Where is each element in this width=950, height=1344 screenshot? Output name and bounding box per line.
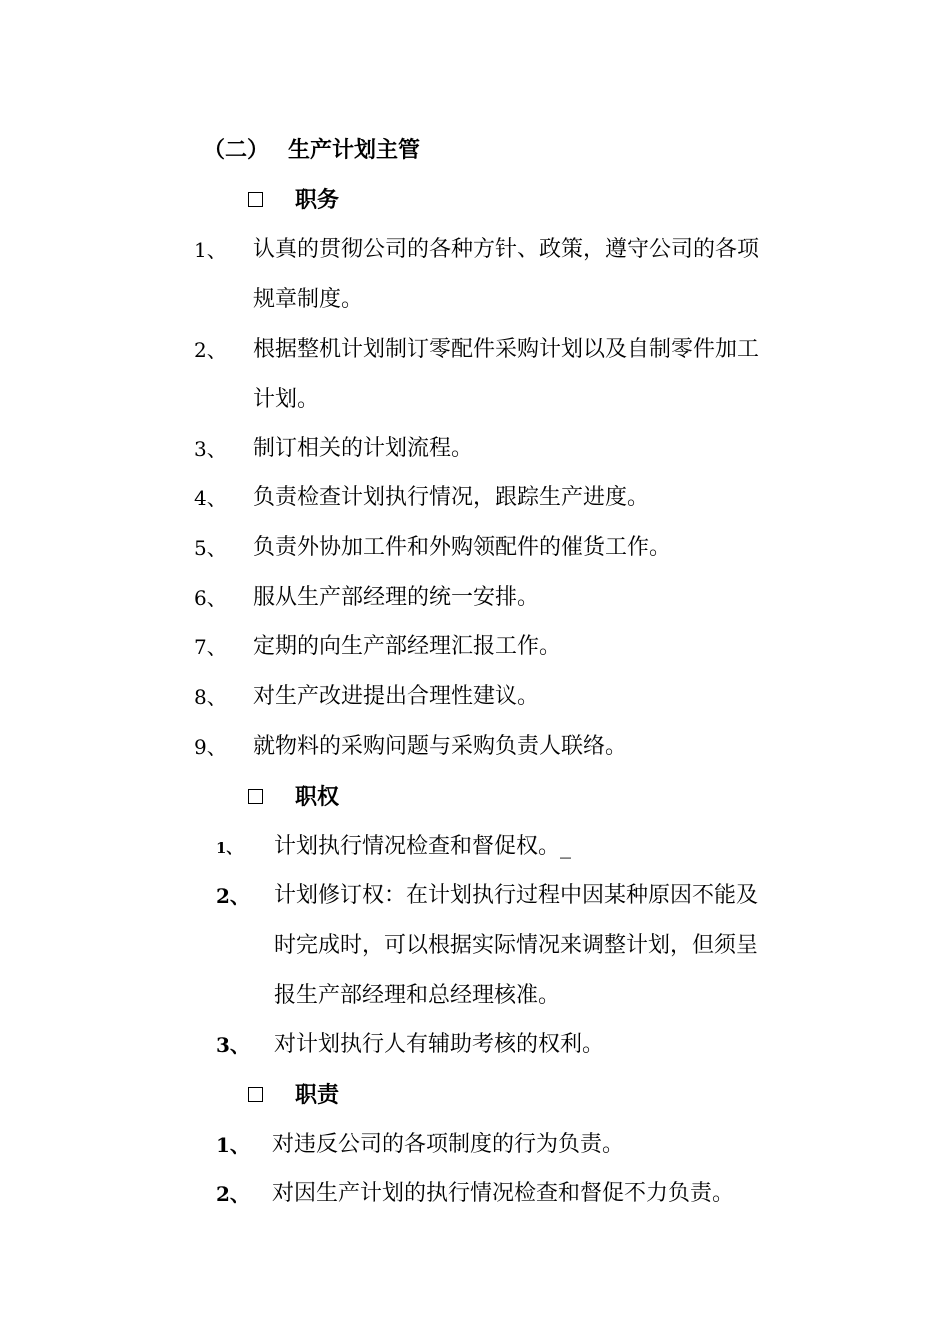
responsibility-number: 1、 xyxy=(216,1133,250,1157)
duty-number: 8、 xyxy=(194,685,227,709)
duty-text: 服从生产部经理的统一安排。 xyxy=(253,585,540,610)
responsibilities-heading: 职责 xyxy=(295,1082,340,1108)
responsibility-text: 对违反公司的各项制度的行为负责。 xyxy=(272,1132,625,1157)
duty-text: 计划。 xyxy=(253,387,320,412)
power-text: 计划执行情况检查和督促权。_ xyxy=(274,834,572,859)
duty-number: 1、 xyxy=(194,238,227,262)
power-text: 时完成时，可以根据实际情况来调整计划，但须呈 xyxy=(274,933,759,958)
duty-text: 负责外协加工件和外购领配件的催货工作。 xyxy=(253,535,672,560)
powers-heading: 职权 xyxy=(295,784,340,810)
duty-number: 9、 xyxy=(194,735,227,759)
duty-text: 根据整机计划制订零配件采购计划以及自制零件加工 xyxy=(253,337,760,362)
power-text: 报生产部经理和总经理核准。 xyxy=(274,983,561,1008)
duty-text: 定期的向生产部经理汇报工作。 xyxy=(253,634,562,659)
duty-text: 规章制度。 xyxy=(253,287,364,312)
power-number: 2、 xyxy=(216,884,250,908)
section-title: 生产计划主管 xyxy=(288,137,421,163)
duty-text: 对生产改进提出合理性建议。 xyxy=(253,684,540,709)
duty-number: 2、 xyxy=(194,338,227,362)
power-number: 3、 xyxy=(216,1033,250,1057)
duty-number: 6、 xyxy=(194,586,227,610)
duty-number: 5、 xyxy=(194,536,227,560)
duty-text: 负责检查计划执行情况，跟踪生产进度。 xyxy=(253,485,650,510)
power-text: 计划修订权：在计划执行过程中因某种原因不能及 xyxy=(274,883,759,908)
duty-number: 4、 xyxy=(194,486,227,510)
duty-text: 就物料的采购问题与采购负责人联络。 xyxy=(253,734,628,759)
responsibility-text: 对因生产计划的执行情况检查和督促不力负责。 xyxy=(272,1181,735,1206)
responsibility-number: 2、 xyxy=(216,1182,250,1206)
duty-number: 3、 xyxy=(194,437,227,461)
checkbox-square-icon xyxy=(248,1087,263,1102)
duty-text: 制订相关的计划流程。 xyxy=(253,436,474,461)
duty-text: 认真的贯彻公司的各种方针、政策，遵守公司的各项 xyxy=(253,237,760,262)
checkbox-square-icon xyxy=(248,789,263,804)
duty-number: 7、 xyxy=(194,635,227,659)
power-number: 1、 xyxy=(216,839,242,857)
section-number: （二） xyxy=(203,137,270,163)
power-text: 对计划执行人有辅助考核的权利。 xyxy=(274,1032,605,1057)
duties-heading: 职务 xyxy=(295,187,340,213)
checkbox-square-icon xyxy=(248,192,263,207)
